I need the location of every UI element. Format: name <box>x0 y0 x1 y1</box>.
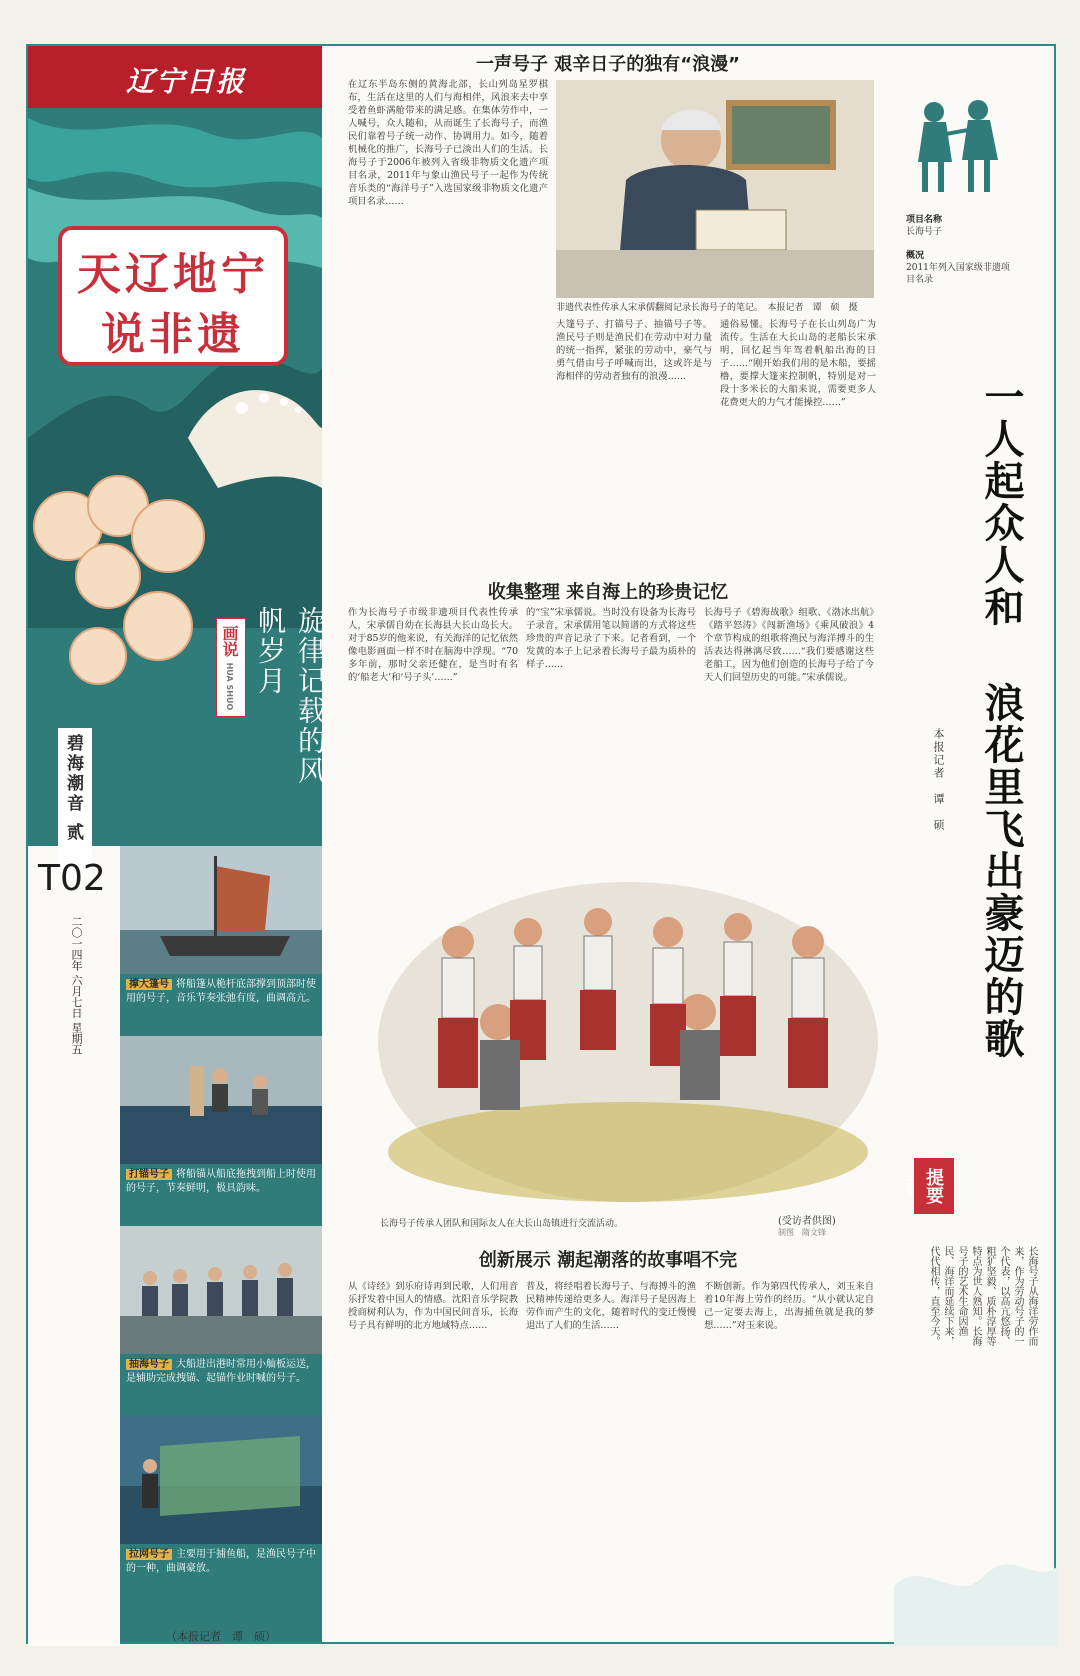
newspaper-page <box>26 44 1056 1644</box>
photo-tag: 抽海号子 <box>126 1359 172 1370</box>
main-content <box>328 46 888 1642</box>
reporter-byline: 本报记者 谭 硕 <box>932 728 945 832</box>
summary-tag <box>905 1158 954 1214</box>
photo-caption <box>120 1354 322 1398</box>
headline-part1: 一人起众人和 <box>978 376 1025 628</box>
overview-label: 概况 <box>906 251 925 261</box>
overview-info <box>906 250 1016 286</box>
elder-reading-photo <box>556 80 874 298</box>
illustration-caption: 长海号子传承人团队和国际友人在大长山岛镇进行交流活动。 <box>380 1219 624 1229</box>
summary-tag-en: TIYAO <box>905 1174 913 1198</box>
photo-card <box>120 1036 322 1208</box>
article-column: 在辽东半岛东侧的黄海北部，长山列岛星罗棋布，生活在这里的人们与海相伴，风浪来去中享受着鱼虾满舱带来的满足感。在集体劳作中，一人喊号，众人随和，从而诞生了长海号子，而渔民们靠着号子统一动作、协调用力。如今，随着机械化的推广，长海号子已淡出人们的生活。长海号子于2006年被列入省级非物质文化遗产项目名录，2011年与象山渔民号子一起作为传统音乐类的“海洋号子”入选国家级非物质文化遗产项目名录…… <box>348 79 548 207</box>
photo-card <box>120 1226 322 1398</box>
photo-caption-text: 大船进出港时常用小舢板运送，是辅助完成拽锚、起锚作业时喊的号子。 <box>126 1359 316 1384</box>
column-title-badge <box>58 226 288 366</box>
section-title: 一声号子 艰辛日子的独有“浪漫” <box>476 54 740 75</box>
column-label <box>216 618 246 717</box>
photo-caption <box>120 1164 322 1208</box>
photo-caption <box>120 1544 322 1588</box>
article-column: 的“宝”宋承儒说。当时没有设备为长海号子录音，宋承儒用笔以简谱的方式将这些珍贵的声音记录了下来。记者看到，一个发黄的本子上记录着长海号子最为质朴的样子…… <box>526 607 696 670</box>
summary-tag-text: 提要 <box>923 1168 944 1204</box>
headline-part2: 浪花里飞出豪迈的歌 <box>978 682 1025 1060</box>
side-headline: 旋律记载的风帆岁月 <box>254 606 327 786</box>
article-column: 作为长海号子市级非遗项目代表性传承人，宋承儒自幼在长海县大长山岛长大。对于85岁的他来说，有关海洋的记忆依然像电影画面一样不时在脑海中浮现。“70多年前，那时父亲还健在，是当时有名的‘船老大’和‘号子头’……” <box>348 607 518 683</box>
masthead-title: 辽宁日报 <box>126 65 247 98</box>
anchor-work-photo <box>120 1036 322 1164</box>
page-number: T02 <box>38 858 106 899</box>
illustration-credit-text: (受访者供图) <box>778 1216 836 1227</box>
column-title-line2: 说非遗 <box>101 309 245 360</box>
section-title: 创新展示 潮起潮落的故事唱不完 <box>478 1250 738 1271</box>
photo-tag: 打锚号子 <box>126 1169 172 1180</box>
article-column: 长海号子《碧海战歌》组歌、《渤冰出航》《踏平怒涛》《闯新渔场》《乘风破浪》4个章节构成的组歌将渔民与海洋搏斗的生活表达得淋漓尽致……“我们要感谢这些老船工，因为他们创造的长海号子给了今天人们回望历史的可能。”宋承儒说。 <box>704 607 874 683</box>
photo-caption: 非遗代表性传承人宋承儒翻阅记录长海号子的笔记。 本报记者 谭 硕 摄 <box>556 303 858 313</box>
column-label-text: 画说 <box>220 625 239 657</box>
net-hauling-photo <box>120 1416 322 1544</box>
photo-card <box>120 1416 322 1588</box>
illustration-credit <box>778 1212 836 1238</box>
photo-caption <box>120 974 322 1018</box>
crew-pulling-photo <box>120 1226 322 1354</box>
overview-value: 2011年列入国家级非遗项目名录 <box>906 263 1010 285</box>
illustration-credit-sub: 制图 隋文锋 <box>778 1228 826 1237</box>
summary-text: 长海号子从海洋劳作而来，作为劳动号子的一个代表，以高亢悠扬、粗犷坚毅、质朴淳厚等特点为世人熟知。长海号子的艺术生命因渔民、海洋而延续下来，代代相传，直至今天。 <box>928 1246 1037 1346</box>
issue-date: 二〇一四年 六月七日 星期五 <box>70 916 83 1055</box>
article-column: 从《诗经》到乐府诗再到民歌，人们用音乐抒发着中国人的情感。沈阳音乐学院教授商树利认为，作为中国民间音乐，长海号子具有鲜明的北方地域特点…… <box>348 1281 518 1331</box>
photo-tag: 撑大篷号 <box>126 979 172 990</box>
photo-caption-text: 将船篷从桅杆底部撑到顶部时使用的号子，音乐节奏张弛有度，曲调高亢。 <box>126 979 316 1004</box>
article-column: 大篷号子、打锚号子、抽锚号子等。渔民号子则是渔民们在劳动中对力量的统一指挥，紧张的劳动中，豪气与勇气借由号子呼喊而出，这或许是与海相伴的劳动者独有的浪漫…… <box>556 319 712 382</box>
photo-stack <box>120 846 322 1646</box>
item-name-info <box>906 214 942 238</box>
sailboat-photo <box>120 846 322 974</box>
section-tag: 碧海潮音 贰 <box>58 728 92 878</box>
left-sidebar <box>28 46 327 1643</box>
item-name-value: 长海号子 <box>906 227 943 237</box>
right-column <box>894 46 1058 1642</box>
photo-caption-text: 主要用于捕鱼船，是渔民号子中的一种，曲调豪放。 <box>126 1549 316 1574</box>
item-name-label: 项目名称 <box>906 215 943 225</box>
section-title: 收集整理 来自海上的珍贵记忆 <box>487 582 729 603</box>
photo-caption-text: 将船锚从船底拖拽到船上时使用的号子，节奏鲜明，极具韵味。 <box>126 1169 316 1194</box>
wave-ornament <box>894 1466 1058 1646</box>
column-label-en: HUA SHUO <box>225 662 234 711</box>
photo-card <box>120 846 322 1018</box>
shadow-puppet-illustration <box>906 92 1010 202</box>
fishermen-illustration <box>368 852 888 1212</box>
column-title-line1: 天辽地宁 <box>77 249 269 300</box>
article-column: 通俗易懂。长海号子在长山列岛广为流传。生活在大长山岛的老船长宋承明，回忆起当年驾着帆船出海的日子……“刚开始我们用的是木船，要摇橹，要撑大篷来控制帆，特别是对一段十多米长的大船来说，需要更多人花费更大的力气才能操控……” <box>720 319 876 408</box>
article-column: 不断创新。作为第四代传承人，刘玉来自着10年海上劳作的经历。“从小就认定自己一定要去海上，出海捕鱼就是我的梦想……”对玉来说。 <box>704 1281 874 1331</box>
masthead <box>28 46 322 108</box>
photo-byline: （本报记者 谭 硕） <box>166 1630 276 1643</box>
photo-tag: 拉网号子 <box>126 1549 172 1560</box>
article-column: 普及，将经唱着长海号子、与海搏斗的渔民精神传递给更多人。海洋号子是因海上劳作而产生的文化，随着时代的变迁慢慢退出了人们的生活…… <box>526 1281 696 1331</box>
